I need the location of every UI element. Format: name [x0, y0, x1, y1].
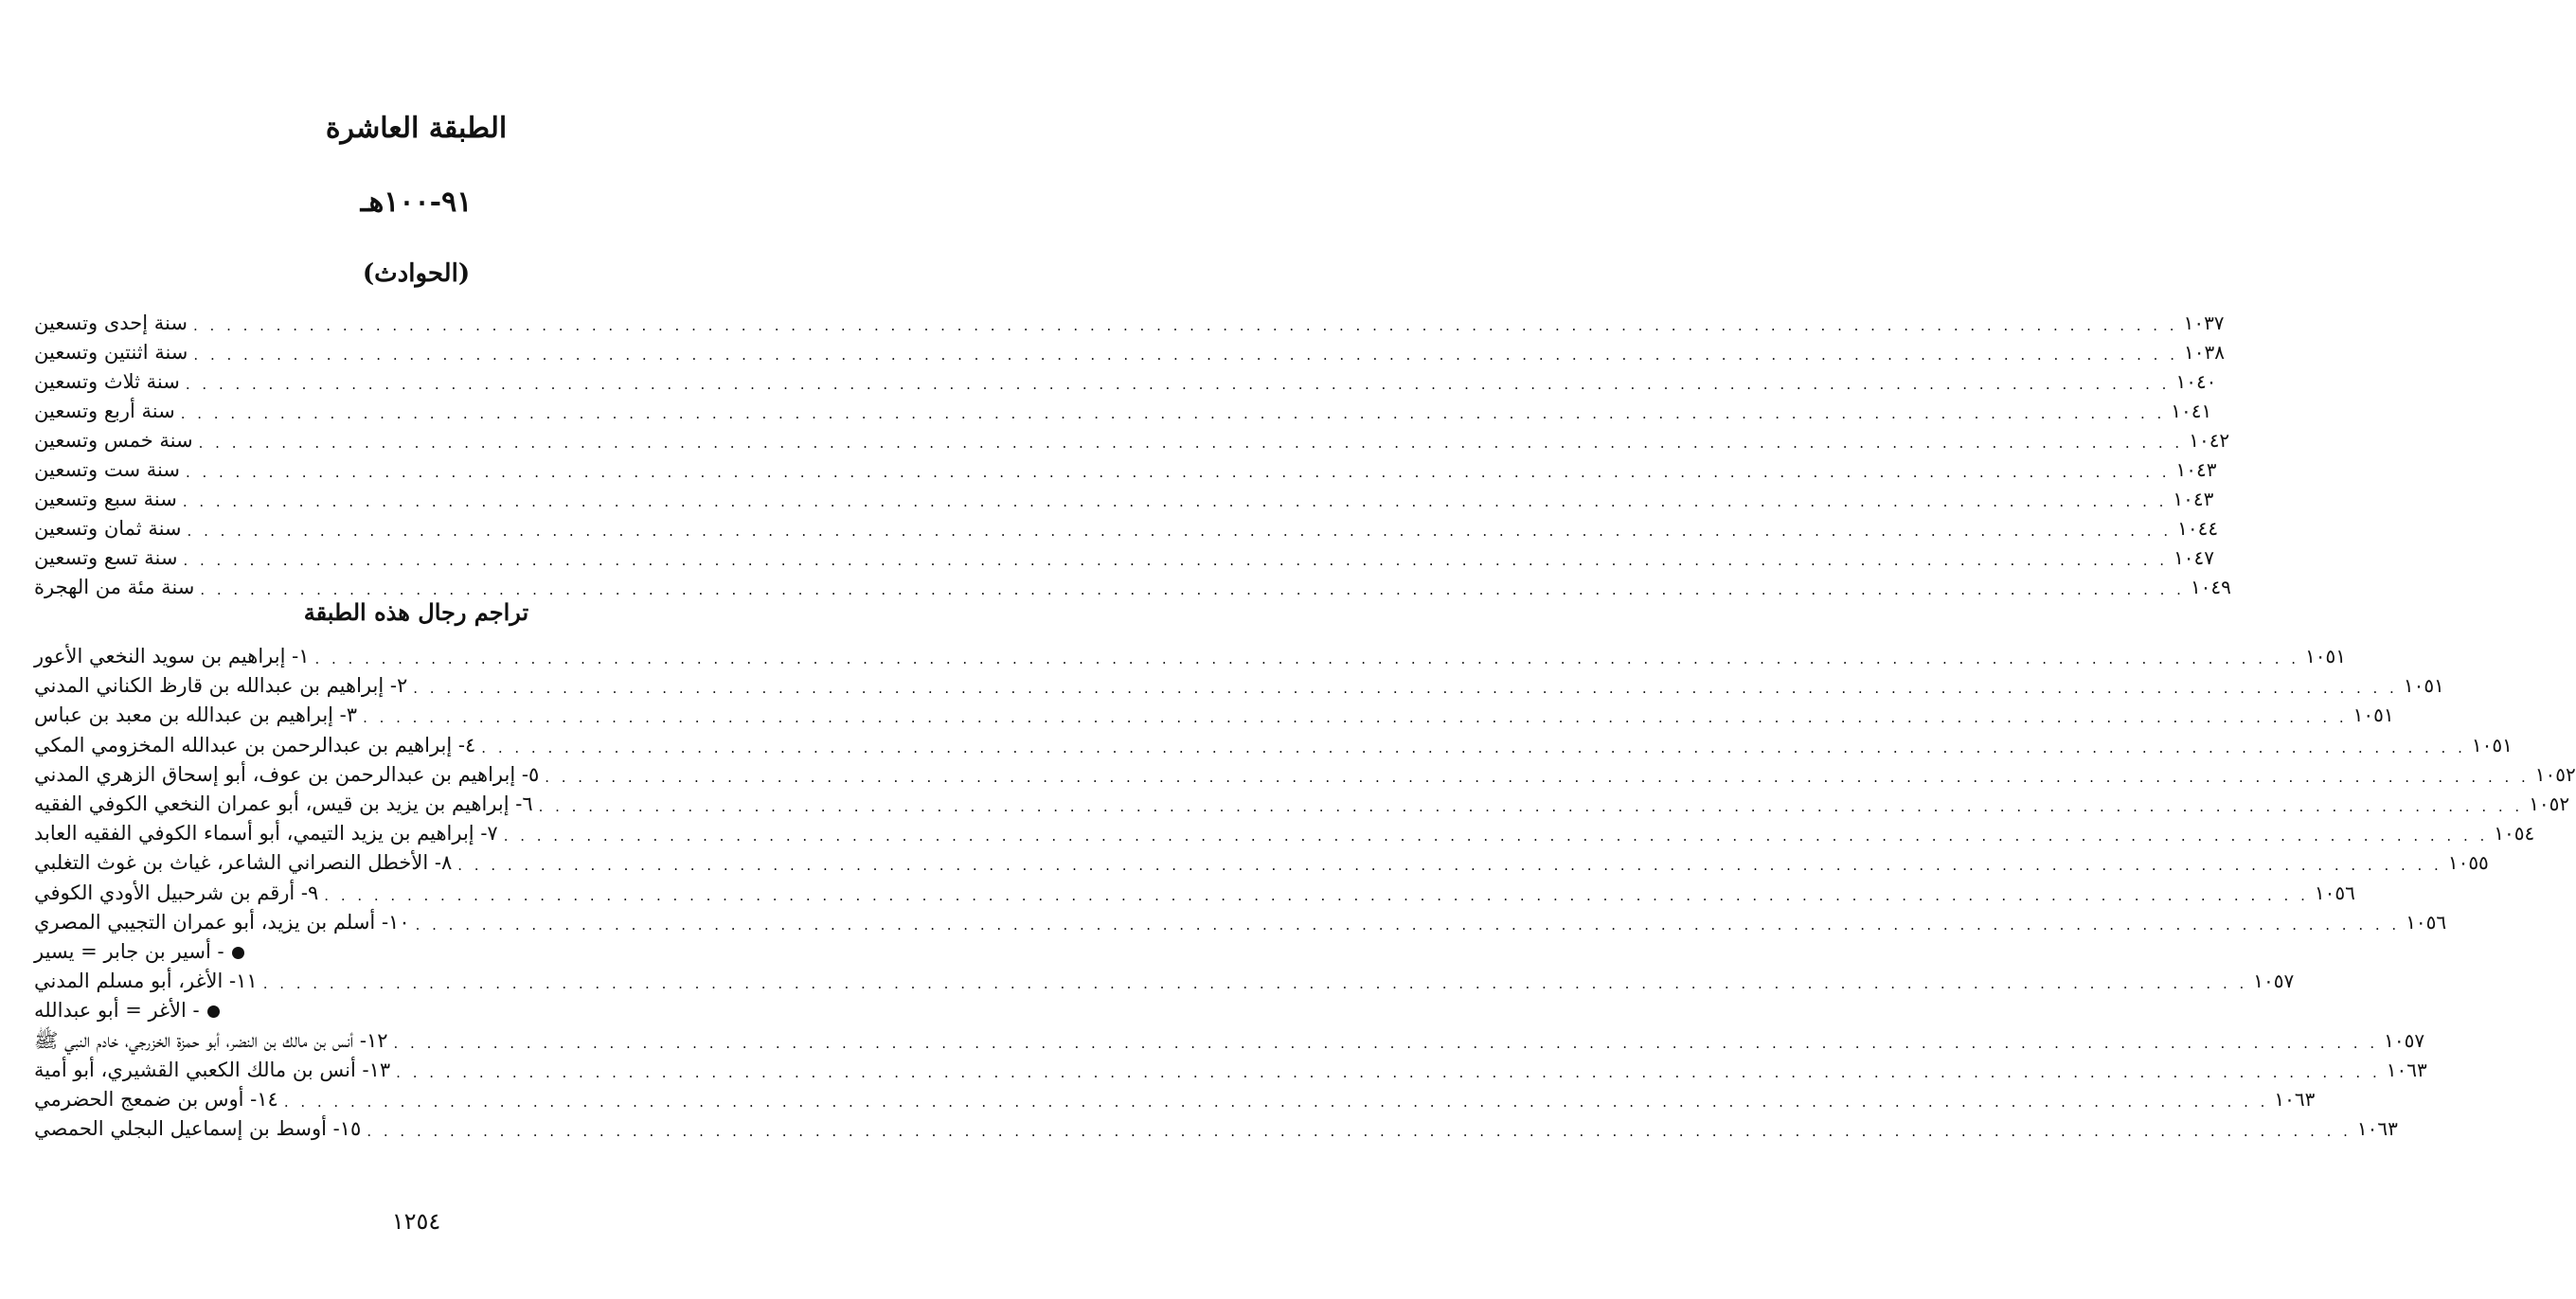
- event-page: ١٠٤٧: [2174, 546, 2215, 569]
- biography-page: ١٠٥٦: [2406, 910, 2447, 934]
- biography-page: ١٠٦٣: [2386, 1058, 2427, 1081]
- biography-page: ١٠٥٧: [2253, 970, 2295, 993]
- dot-leader: . . . . . . . . . . . . . . . . . . . . . . . . . . . . . . . . . . . . . . . . . . . . . . . . . . . . . . . . . . . . . . . . . . . . . . . . . . . . . . . . . . . . . . . . . . . . . . . . . . . . . . . . . . . . . . . . . . . . . . . .: [324, 886, 2309, 904]
- biographies-heading: تراجم رجال هذه الطبقة: [303, 598, 529, 626]
- event-row: [34, 365, 2217, 396]
- biography-row: [34, 1024, 2425, 1055]
- biography-page: ١٠٥٧: [2384, 1028, 2425, 1052]
- event-row: [34, 395, 2212, 425]
- biography-label: [34, 937, 244, 966]
- biography-label: [34, 790, 533, 818]
- event-label: [34, 397, 175, 425]
- event-row: [34, 336, 2225, 366]
- event-label: [34, 338, 188, 366]
- biography-page: ١٠٥٤: [2494, 822, 2535, 845]
- event-label: [34, 455, 180, 484]
- biography-label: [34, 1056, 390, 1084]
- biography-label: [34, 1114, 361, 1143]
- biography-label: [34, 1026, 388, 1055]
- biography-row: [34, 817, 2535, 847]
- event-text: سنة خمس وتسعين: [34, 429, 193, 452]
- event-page: ١٠٣٧: [2183, 311, 2225, 334]
- event-page: ١٠٣٨: [2183, 341, 2225, 364]
- event-label: [34, 543, 177, 572]
- dot-leader: . . . . . . . . . . . . . . . . . . . . . . . . . . . . . . . . . . . . . . . . . . . . . . . . . . . . . . . . . . . . . . . . . . . . . . . . . . . . . . . . . . . . . . . . . . . . . . . . . . . . . . . . . . . . . . . . . . . . . . . .: [182, 493, 2168, 510]
- dot-leader: . . . . . . . . . . . . . . . . . . . . . . . . . . . . . . . . . . . . . . . . . . . . . . . . . . . . . . . . . . . . . . . . . . . . . . . . . . . . . . . . . . . . . . . . . . . . . . . . . . . . . . . . . . . . . . . . . . . . . . . .: [457, 857, 2442, 875]
- biography-label: [34, 879, 318, 907]
- biography-label: [34, 760, 539, 789]
- dot-leader: . . . . . . . . . . . . . . . . . . . . . . . . . . . . . . . . . . . . . . . . . . . . . . . . . . . . . . . . . . . . . . . . . . . . . . . . . . . . . . . . . . . . . . . . . . . . . . . . . . . . . . . . . . . . . . . . . . . . . . . .: [503, 827, 2489, 845]
- dot-leader: . . . . . . . . . . . . . . . . . . . . . . . . . . . . . . . . . . . . . . . . . . . . . . . . . . . . . . . . . . . . . . . . . . . . . . . . . . . . . . . . . . . . . . . . . . . . . . . . . . . . . . . . . . . . . . . . . . . . . . . .: [393, 1034, 2379, 1052]
- biography-page: ١٠٥١: [2403, 674, 2444, 698]
- dot-leader: . . . . . . . . . . . . . . . . . . . . . . . . . . . . . . . . . . . . . . . . . . . . . . . . . . . . . . . . . . . . . . . . . . . . . . . . . . . . . . . . . . . . . . . . . . . . . . . . . . . . . . . . . . . . . . . . . . . . . . . .: [185, 464, 2171, 481]
- biography-page: ١٠٥٢: [2534, 762, 2576, 786]
- biography-label: [34, 1085, 278, 1113]
- biography-text: ٩- أرقم بن شرحبيل الأودي الكوفي: [34, 881, 319, 904]
- event-text: سنة تسع وتسعين: [34, 546, 178, 569]
- dot-leader: . . . . . . . . . . . . . . . . . . . . . . . . . . . . . . . . . . . . . . . . . . . . . . . . . . . . . . . . . . . . . . . . . . . . . . . . . . . . . . . . . . . . . . . . . . . . . . . . . . . . . . . . . . . . . . . . . . . . . . . .: [193, 347, 2178, 364]
- dot-leader: . . . . . . . . . . . . . . . . . . . . . . . . . . . . . . . . . . . . . . . . . . . . . . . . . . . . . . . . . . . . . . . . . . . . . . . . . . . . . . . . . . . . . . . . . . . . . . . . . . . . . . . . . . . . . . . . . . . . . . . .: [545, 768, 2530, 786]
- event-page: ١٠٤٩: [2190, 576, 2231, 598]
- biography-row: [34, 994, 712, 1024]
- year-range: ٩١-١٠٠هـ: [360, 186, 473, 219]
- dot-leader: . . . . . . . . . . . . . . . . . . . . . . . . . . . . . . . . . . . . . . . . . . . . . . . . . . . . . . . . . . . . . . . . . . . . . . . . . . . . . . . . . . . . . . . . . . . . . . . . . . . . . . . . . . . . . . . . . . . . . . . .: [314, 650, 2300, 667]
- dot-leader: . . . . . . . . . . . . . . . . . . . . . . . . . . . . . . . . . . . . . . . . . . . . . . . . . . . . . . . . . . . . . . . . . . . . . . . . . . . . . . . . . . . . . . . . . . . . . . . . . . . . . . . . . . . . . . . . . . . . . . . .: [183, 552, 2169, 569]
- biography-label: [34, 996, 220, 1024]
- event-row: [34, 424, 2230, 454]
- biography-row: [34, 758, 2576, 789]
- biography-row: [34, 1083, 2316, 1113]
- biography-text: ٢- إبراهيم بن عبدالله بن قارظ الكناني المدني: [34, 674, 408, 698]
- dot-leader: . . . . . . . . . . . . . . . . . . . . . . . . . . . . . . . . . . . . . . . . . . . . . . . . . . . . . . . . . . . . . . . . . . . . . . . . . . . . . . . . . . . . . . . . . . . . . . . . . . . . . . . . . . . . . . . . . . . . . . . .: [413, 680, 2398, 698]
- biography-row: [34, 906, 2447, 936]
- event-text: سنة ثلاث وتسعين: [34, 370, 180, 393]
- dot-leader: . . . . . . . . . . . . . . . . . . . . . . . . . . . . . . . . . . . . . . . . . . . . . . . . . . . . . . . . . . . . . . . . . . . . . . . . . . . . . . . . . . . . . . . . . . . . . . . . . . . . . . . . . . . . . . . . . . . . . . . .: [198, 435, 2184, 452]
- event-row: [34, 483, 2214, 513]
- biography-row: [34, 699, 2394, 729]
- event-page: ١٠٤٠: [2175, 370, 2217, 393]
- dot-leader: . . . . . . . . . . . . . . . . . . . . . . . . . . . . . . . . . . . . . . . . . . . . . . . . . . . . . . . . . . . . . . . . . . . . . . . . . . . . . . . . . . . . . . . . . . . . . . . . . . . . . . . . . . . . . . . . . . . . . . . .: [200, 581, 2185, 598]
- bullet-icon: [207, 1005, 220, 1018]
- biography-label: [34, 848, 452, 877]
- event-text: سنة اثنتين وتسعين: [34, 341, 188, 364]
- section-title: الطبقة العاشرة: [325, 112, 508, 145]
- event-row: [34, 454, 2217, 484]
- event-row: [34, 542, 2215, 572]
- dot-leader: . . . . . . . . . . . . . . . . . . . . . . . . . . . . . . . . . . . . . . . . . . . . . . . . . . . . . . . . . . . . . . . . . . . . . . . . . . . . . . . . . . . . . . . . . . . . . . . . . . . . . . . . . . . . . . . . . . . . . . . .: [367, 1123, 2352, 1141]
- event-text: سنة أربع وتسعين: [34, 400, 175, 422]
- bullet-icon: [232, 947, 244, 959]
- biography-text: ١٥- أوسط بن إسماعيل البجلي الحمصي: [34, 1117, 362, 1141]
- biography-label: [34, 819, 498, 847]
- event-label: [34, 309, 188, 337]
- biography-text: ٧- إبراهيم بن يزيد التيمي، أبو أسماء الكوفي الفقيه العابد: [34, 822, 498, 845]
- biography-label: [34, 642, 309, 670]
- dot-leader: . . . . . . . . . . . . . . . . . . . . . . . . . . . . . . . . . . . . . . . . . . . . . . . . . . . . . . . . . . . . . . . . . . . . . . . . . . . . . . . . . . . . . . . . . . . . . . . . . . . . . . . . . . . . . . . . . . . . . . . .: [538, 798, 2524, 815]
- dot-leader: . . . . . . . . . . . . . . . . . . . . . . . . . . . . . . . . . . . . . . . . . . . . . . . . . . . . . . . . . . . . . . . . . . . . . . . . . . . . . . . . . . . . . . . . . . . . . . . . . . . . . . . . . . . . . . . . . . . . . . . .: [180, 405, 2166, 422]
- biography-row: [34, 640, 2347, 670]
- biography-text: ١١- الأغر، أبو مسلم المدني: [34, 970, 258, 993]
- biography-page: ١٠٥٦: [2314, 881, 2355, 904]
- event-text: سنة مئة من الهجرة: [34, 576, 195, 598]
- biography-label: [34, 967, 258, 995]
- biography-text: ١٣- أنس بن مالك الكعبي القشيري، أبو أمية: [34, 1058, 391, 1081]
- dot-leader: . . . . . . . . . . . . . . . . . . . . . . . . . . . . . . . . . . . . . . . . . . . . . . . . . . . . . . . . . . . . . . . . . . . . . . . . . . . . . . . . . . . . . . . . . . . . . . . . . . . . . . . . . . . . . . . . . . . . . . . .: [396, 1063, 2381, 1081]
- event-text: سنة ست وتسعين: [34, 458, 180, 481]
- biography-text: ٣- إبراهيم بن عبدالله بن معبد بن عباس: [34, 703, 358, 727]
- biography-text: ٦- إبراهيم بن يزيد بن قيس، أبو عمران النخعي الكوفي الفقيه: [34, 792, 533, 815]
- dot-leader: . . . . . . . . . . . . . . . . . . . . . . . . . . . . . . . . . . . . . . . . . . . . . . . . . . . . . . . . . . . . . . . . . . . . . . . . . . . . . . . . . . . . . . . . . . . . . . . . . . . . . . . . . . . . . . . . . . . . . . . .: [185, 376, 2171, 393]
- event-label: [34, 367, 180, 396]
- biography-text: ١٠- أسلم بن يزيد، أبو عمران التجيبي المصري: [34, 910, 410, 934]
- biography-text: ١٤- أوس بن ضمعج الحضرمي: [34, 1088, 278, 1111]
- event-page: ١٠٤٣: [2175, 458, 2217, 481]
- biography-row: [34, 669, 2444, 700]
- event-row: [34, 307, 2225, 337]
- biography-text: ١٢- أنس بن مالك بن النضر، أبو حمزة الخزرجي، خادم النبي ﷺ: [34, 1028, 388, 1052]
- event-label: [34, 485, 177, 513]
- biography-text: - أسير بن جابر = يسير: [34, 940, 224, 963]
- event-text: سنة ثمان وتسعين: [34, 517, 182, 540]
- dot-leader: . . . . . . . . . . . . . . . . . . . . . . . . . . . . . . . . . . . . . . . . . . . . . . . . . . . . . . . . . . . . . . . . . . . . . . . . . . . . . . . . . . . . . . . . . . . . . . . . . . . . . . . . . . . . . . . . . . . . . . . .: [193, 317, 2178, 334]
- dot-leader: . . . . . . . . . . . . . . . . . . . . . . . . . . . . . . . . . . . . . . . . . . . . . . . . . . . . . . . . . . . . . . . . . . . . . . . . . . . . . . . . . . . . . . . . . . . . . . . . . . . . . . . . . . . . . . . . . . . . . . . .: [262, 975, 2248, 993]
- biography-row: [34, 1054, 2427, 1084]
- event-text: سنة إحدى وتسعين: [34, 311, 188, 334]
- dot-leader: . . . . . . . . . . . . . . . . . . . . . . . . . . . . . . . . . . . . . . . . . . . . . . . . . . . . . . . . . . . . . . . . . . . . . . . . . . . . . . . . . . . . . . . . . . . . . . . . . . . . . . . . . . . . . . . . . . . . . . . .: [363, 709, 2348, 727]
- biography-row: [34, 877, 2355, 907]
- event-page: ١٠٤٣: [2173, 488, 2214, 510]
- event-row: [34, 571, 2231, 601]
- dot-leader: . . . . . . . . . . . . . . . . . . . . . . . . . . . . . . . . . . . . . . . . . . . . . . . . . . . . . . . . . . . . . . . . . . . . . . . . . . . . . . . . . . . . . . . . . . . . . . . . . . . . . . . . . . . . . . . . . . . . . . . .: [283, 1094, 2269, 1111]
- biography-text: ٨- الأخطل النصراني الشاعر، غياث بن غوث التغلبي: [34, 851, 453, 875]
- biography-page: ١٠٥٢: [2529, 792, 2570, 815]
- biography-row: [34, 729, 2513, 759]
- event-text: سنة سبع وتسعين: [34, 488, 177, 510]
- event-page: ١٠٤٤: [2177, 517, 2219, 540]
- dot-leader: . . . . . . . . . . . . . . . . . . . . . . . . . . . . . . . . . . . . . . . . . . . . . . . . . . . . . . . . . . . . . . . . . . . . . . . . . . . . . . . . . . . . . . . . . . . . . . . . . . . . . . . . . . . . . . . . . . . . . . . .: [187, 523, 2173, 540]
- biography-label: [34, 671, 407, 700]
- event-label: [34, 573, 194, 601]
- biography-page: ١٠٦٣: [2274, 1088, 2316, 1111]
- biography-page: ١٠٥١: [2352, 703, 2394, 727]
- biography-label: [34, 731, 475, 759]
- event-label: [34, 514, 182, 543]
- biography-row: [34, 788, 2570, 818]
- biography-page: ١٠٦٣: [2356, 1117, 2398, 1141]
- biography-text: ١- إبراهيم بن سويد النخعي الأعور: [34, 645, 310, 667]
- dot-leader: . . . . . . . . . . . . . . . . . . . . . . . . . . . . . . . . . . . . . . . . . . . . . . . . . . . . . . . . . . . . . . . . . . . . . . . . . . . . . . . . . . . . . . . . . . . . . . . . . . . . . . . . . . . . . . . . . . . . . . . .: [481, 738, 2466, 756]
- biography-page: ١٠٥١: [2305, 645, 2347, 667]
- biography-text: ٤- إبراهيم بن عبدالرحمن بن عبدالله المخزومي المكي: [34, 733, 476, 756]
- biography-row: [34, 846, 2489, 877]
- page-number: ١٢٥٤: [391, 1208, 441, 1235]
- event-row: [34, 512, 2219, 543]
- biography-row: [34, 935, 712, 966]
- biography-row: [34, 1112, 2398, 1143]
- events-heading: (الحوادث): [362, 259, 471, 288]
- biography-text: - الأغر = أبو عبدالله: [34, 999, 200, 1023]
- event-page: ١٠٤٢: [2189, 429, 2230, 452]
- biography-label: [34, 701, 357, 729]
- biography-label: [34, 908, 410, 936]
- biography-text: ٥- إبراهيم بن عبدالرحمن بن عوف، أبو إسحاق الزهري المدني: [34, 762, 540, 786]
- event-page: ١٠٤١: [2171, 400, 2212, 422]
- biography-row: [34, 965, 2295, 995]
- event-label: [34, 426, 193, 454]
- dot-leader: . . . . . . . . . . . . . . . . . . . . . . . . . . . . . . . . . . . . . . . . . . . . . . . . . . . . . . . . . . . . . . . . . . . . . . . . . . . . . . . . . . . . . . . . . . . . . . . . . . . . . . . . . . . . . . . . . . . . . . . .: [415, 916, 2401, 934]
- biography-page: ١٠٥١: [2471, 733, 2513, 756]
- biography-page: ١٠٥٥: [2447, 851, 2489, 875]
